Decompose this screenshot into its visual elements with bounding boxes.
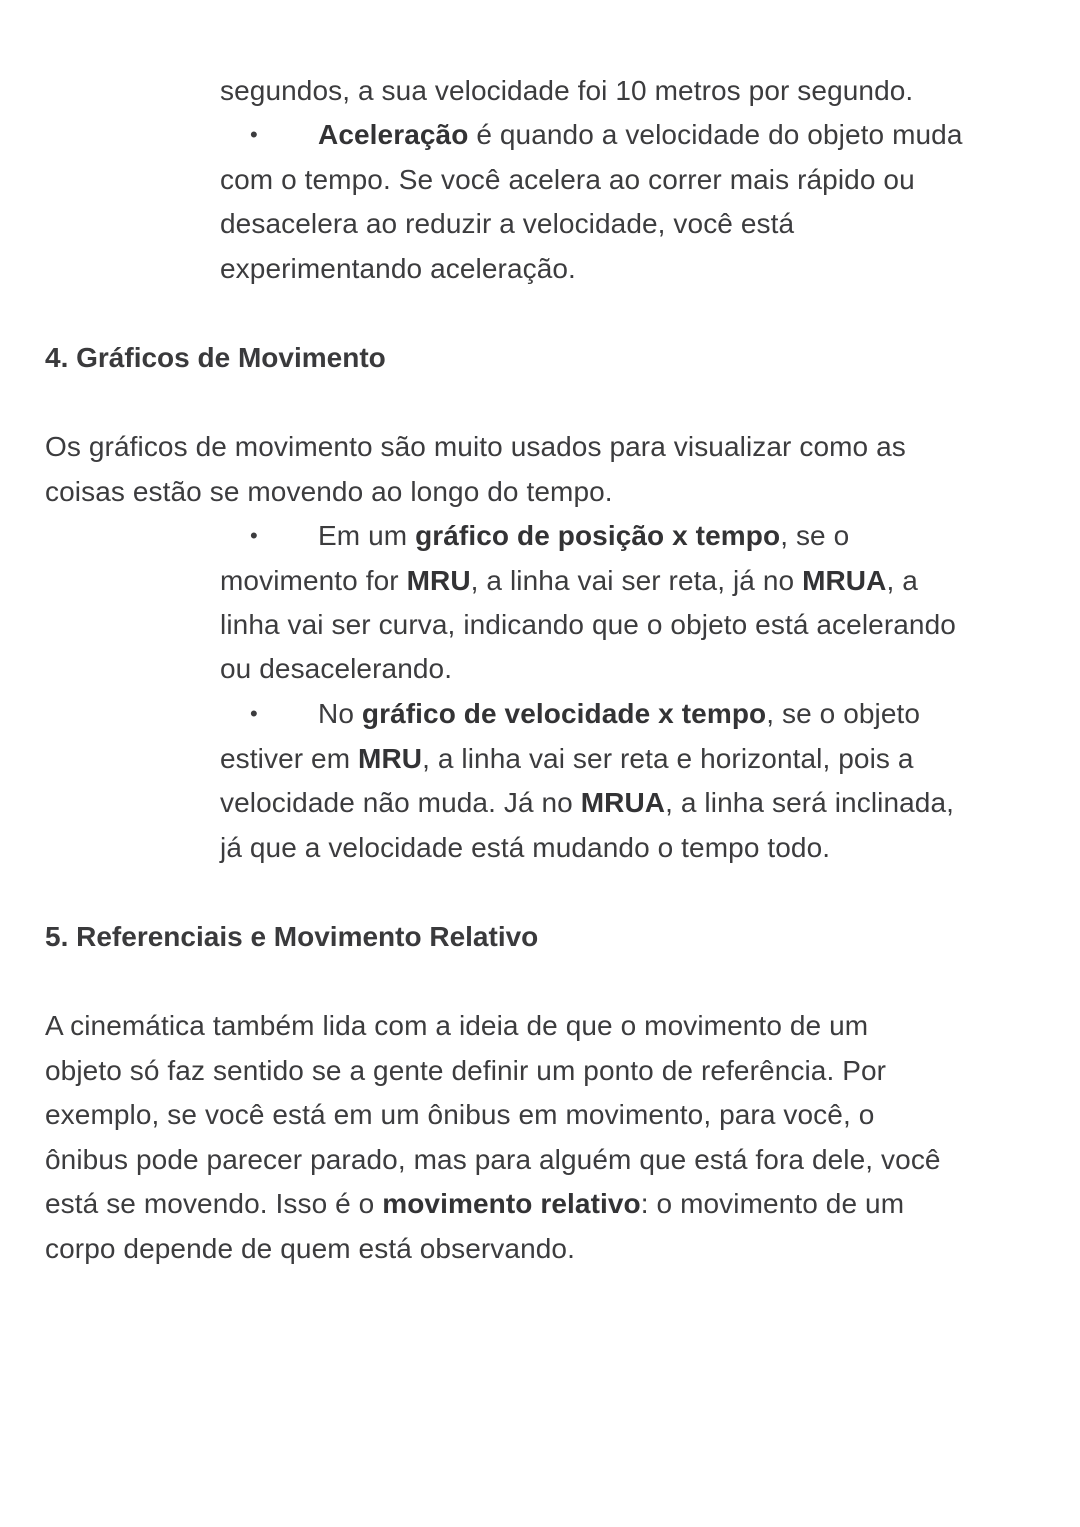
paragraph-line: segundos, a sua velocidade foi 10 metros por segundo. — [220, 75, 914, 106]
paragraph-line: corpo depende de quem está observando. — [45, 1233, 575, 1264]
bold-term: gráfico de velocidade x tempo — [361, 698, 767, 729]
bullet-line: ou desacelerando. — [220, 653, 453, 684]
bullet-line: experimentando aceleração. — [220, 253, 576, 284]
section-heading: 5. Referenciais e Movimento Relativo — [45, 921, 539, 952]
paragraph-line: coisas estão se movendo ao longo do tempo. — [45, 476, 613, 507]
paragraph-line: objeto só faz sentido se a gente definir um ponto de referência. Por — [45, 1055, 887, 1086]
bold-term: movimento relativo — [382, 1188, 641, 1219]
bullet-icon: • — [250, 122, 258, 147]
bold-term: MRUA — [580, 787, 666, 818]
bullet-line: desacelera ao reduzir a velocidade, você está — [220, 208, 795, 239]
paragraph-line: Os gráficos de movimento são muito usados para visualizar como as — [45, 431, 906, 462]
bold-term: MRU — [406, 565, 471, 596]
bold-term: MRU — [358, 743, 423, 774]
bullet-line: No gráfico de velocidade x tempo, se o objeto — [318, 698, 921, 729]
bullet-line: velocidade não muda. Já no MRUA, a linha será inclinada, — [220, 787, 955, 818]
paragraph-line: está se movendo. Isso é o movimento relativo: o movimento de um — [45, 1188, 905, 1219]
bullet-icon: • — [250, 523, 258, 548]
bullet-line: Aceleração é quando a velocidade do objeto muda — [318, 119, 963, 150]
bullet-line: Em um gráfico de posição x tempo, se o — [318, 520, 850, 551]
paragraph-line: exemplo, se você está em um ônibus em movimento, para você, o — [45, 1099, 875, 1130]
bullet-line: estiver em MRU, a linha vai ser reta e horizontal, pois a — [220, 743, 914, 774]
paragraph-line: A cinemática também lida com a ideia de que o movimento de um — [45, 1010, 869, 1041]
bullet-line: linha vai ser curva, indicando que o objeto está acelerando — [220, 609, 956, 640]
paragraph-line: ônibus pode parecer parado, mas para alguém que está fora dele, você — [45, 1144, 941, 1175]
section-heading: 4. Gráficos de Movimento — [45, 342, 386, 373]
bold-term: Aceleração — [318, 119, 469, 150]
bullet-line: já que a velocidade está mudando o tempo todo. — [220, 832, 831, 863]
bold-term: gráfico de posição x tempo — [415, 520, 781, 551]
bullet-line: com o tempo. Se você acelera ao correr mais rápido ou — [220, 164, 915, 195]
bullet-line: movimento for MRU, a linha vai ser reta, já no MRUA, a — [220, 565, 918, 596]
bold-term: MRUA — [802, 565, 887, 596]
bullet-icon: • — [250, 701, 258, 726]
